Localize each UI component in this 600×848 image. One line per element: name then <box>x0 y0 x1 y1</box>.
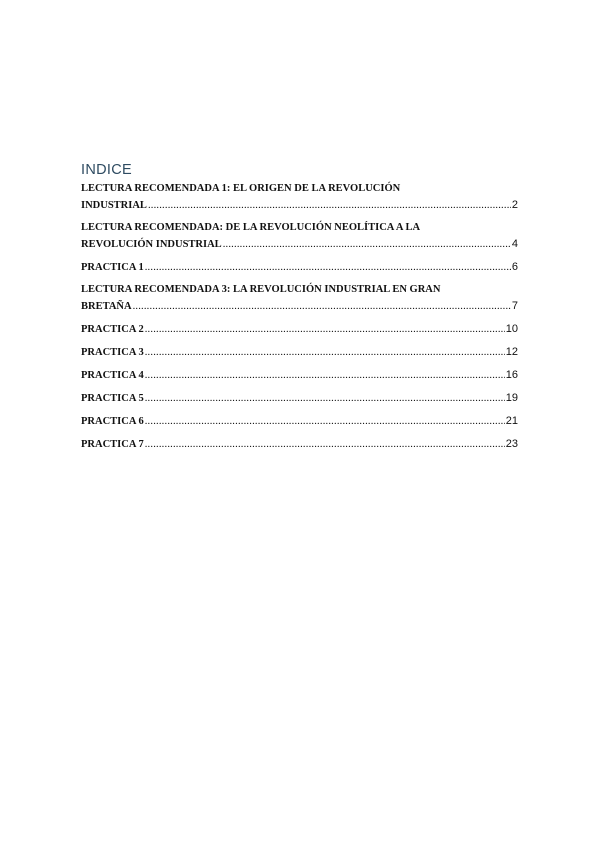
toc-page-number: 21 <box>505 415 518 427</box>
toc-leader-dots <box>145 414 505 430</box>
toc-leader-dots <box>145 368 505 384</box>
toc-entry-label: PRACTICA 6 <box>81 416 144 427</box>
toc-entry-practica-6[interactable] <box>81 413 518 430</box>
toc-entry-lectura-1[interactable] <box>81 181 518 214</box>
toc-entry-lectura-3[interactable] <box>81 282 518 315</box>
toc-entry-heading: LECTURA RECOMENDADA 1: EL ORIGEN DE LA REVOLUCIÓN <box>81 183 401 194</box>
toc-entry-practica-1[interactable] <box>81 259 518 276</box>
toc-entry-label: REVOLUCIÓN INDUSTRIAL <box>81 239 222 250</box>
table-of-contents <box>81 160 518 459</box>
toc-entry-practica-3[interactable] <box>81 344 518 361</box>
toc-entry-lectura-2[interactable] <box>81 220 518 253</box>
toc-leader-dots <box>223 237 511 253</box>
toc-leader-dots <box>145 322 505 338</box>
toc-leader-dots <box>145 345 505 361</box>
toc-entry-label: PRACTICA 4 <box>81 370 144 381</box>
toc-leader-dots <box>145 391 505 407</box>
toc-page-number: 16 <box>505 369 518 381</box>
toc-page-number: 23 <box>505 438 518 450</box>
toc-leader-dots <box>145 437 505 453</box>
toc-entry-practica-5[interactable] <box>81 390 518 407</box>
toc-page-number: 12 <box>505 346 518 358</box>
toc-leader-dots <box>133 299 511 315</box>
toc-page-number: 2 <box>511 199 518 211</box>
toc-entry-practica-4[interactable] <box>81 367 518 384</box>
toc-entry-label: BRETAÑA <box>81 301 132 312</box>
toc-entry-label: PRACTICA 3 <box>81 347 144 358</box>
toc-page-number: 7 <box>511 300 518 312</box>
toc-leader-dots <box>145 260 511 276</box>
toc-page-number: 4 <box>511 238 518 250</box>
toc-page-number: 10 <box>505 323 518 335</box>
toc-entry-practica-7[interactable] <box>81 436 518 453</box>
toc-page-number: 6 <box>511 261 518 273</box>
toc-entry-practica-2[interactable] <box>81 321 518 338</box>
toc-title: INDICE <box>81 162 132 178</box>
toc-entry-heading: LECTURA RECOMENDADA 3: LA REVOLUCIÓN INDUSTRIAL EN GRAN <box>81 284 441 295</box>
toc-entry-heading: LECTURA RECOMENDADA: DE LA REVOLUCIÓN NEOLÍTICA A LA <box>81 222 421 233</box>
toc-leader-dots <box>148 198 511 214</box>
toc-entry-label: PRACTICA 2 <box>81 324 144 335</box>
toc-page-number: 19 <box>505 392 518 404</box>
toc-entry-label: PRACTICA 1 <box>81 262 144 273</box>
toc-entry-label: PRACTICA 5 <box>81 393 144 404</box>
toc-entry-label: PRACTICA 7 <box>81 439 144 450</box>
toc-entry-label: INDUSTRIAL <box>81 200 147 211</box>
